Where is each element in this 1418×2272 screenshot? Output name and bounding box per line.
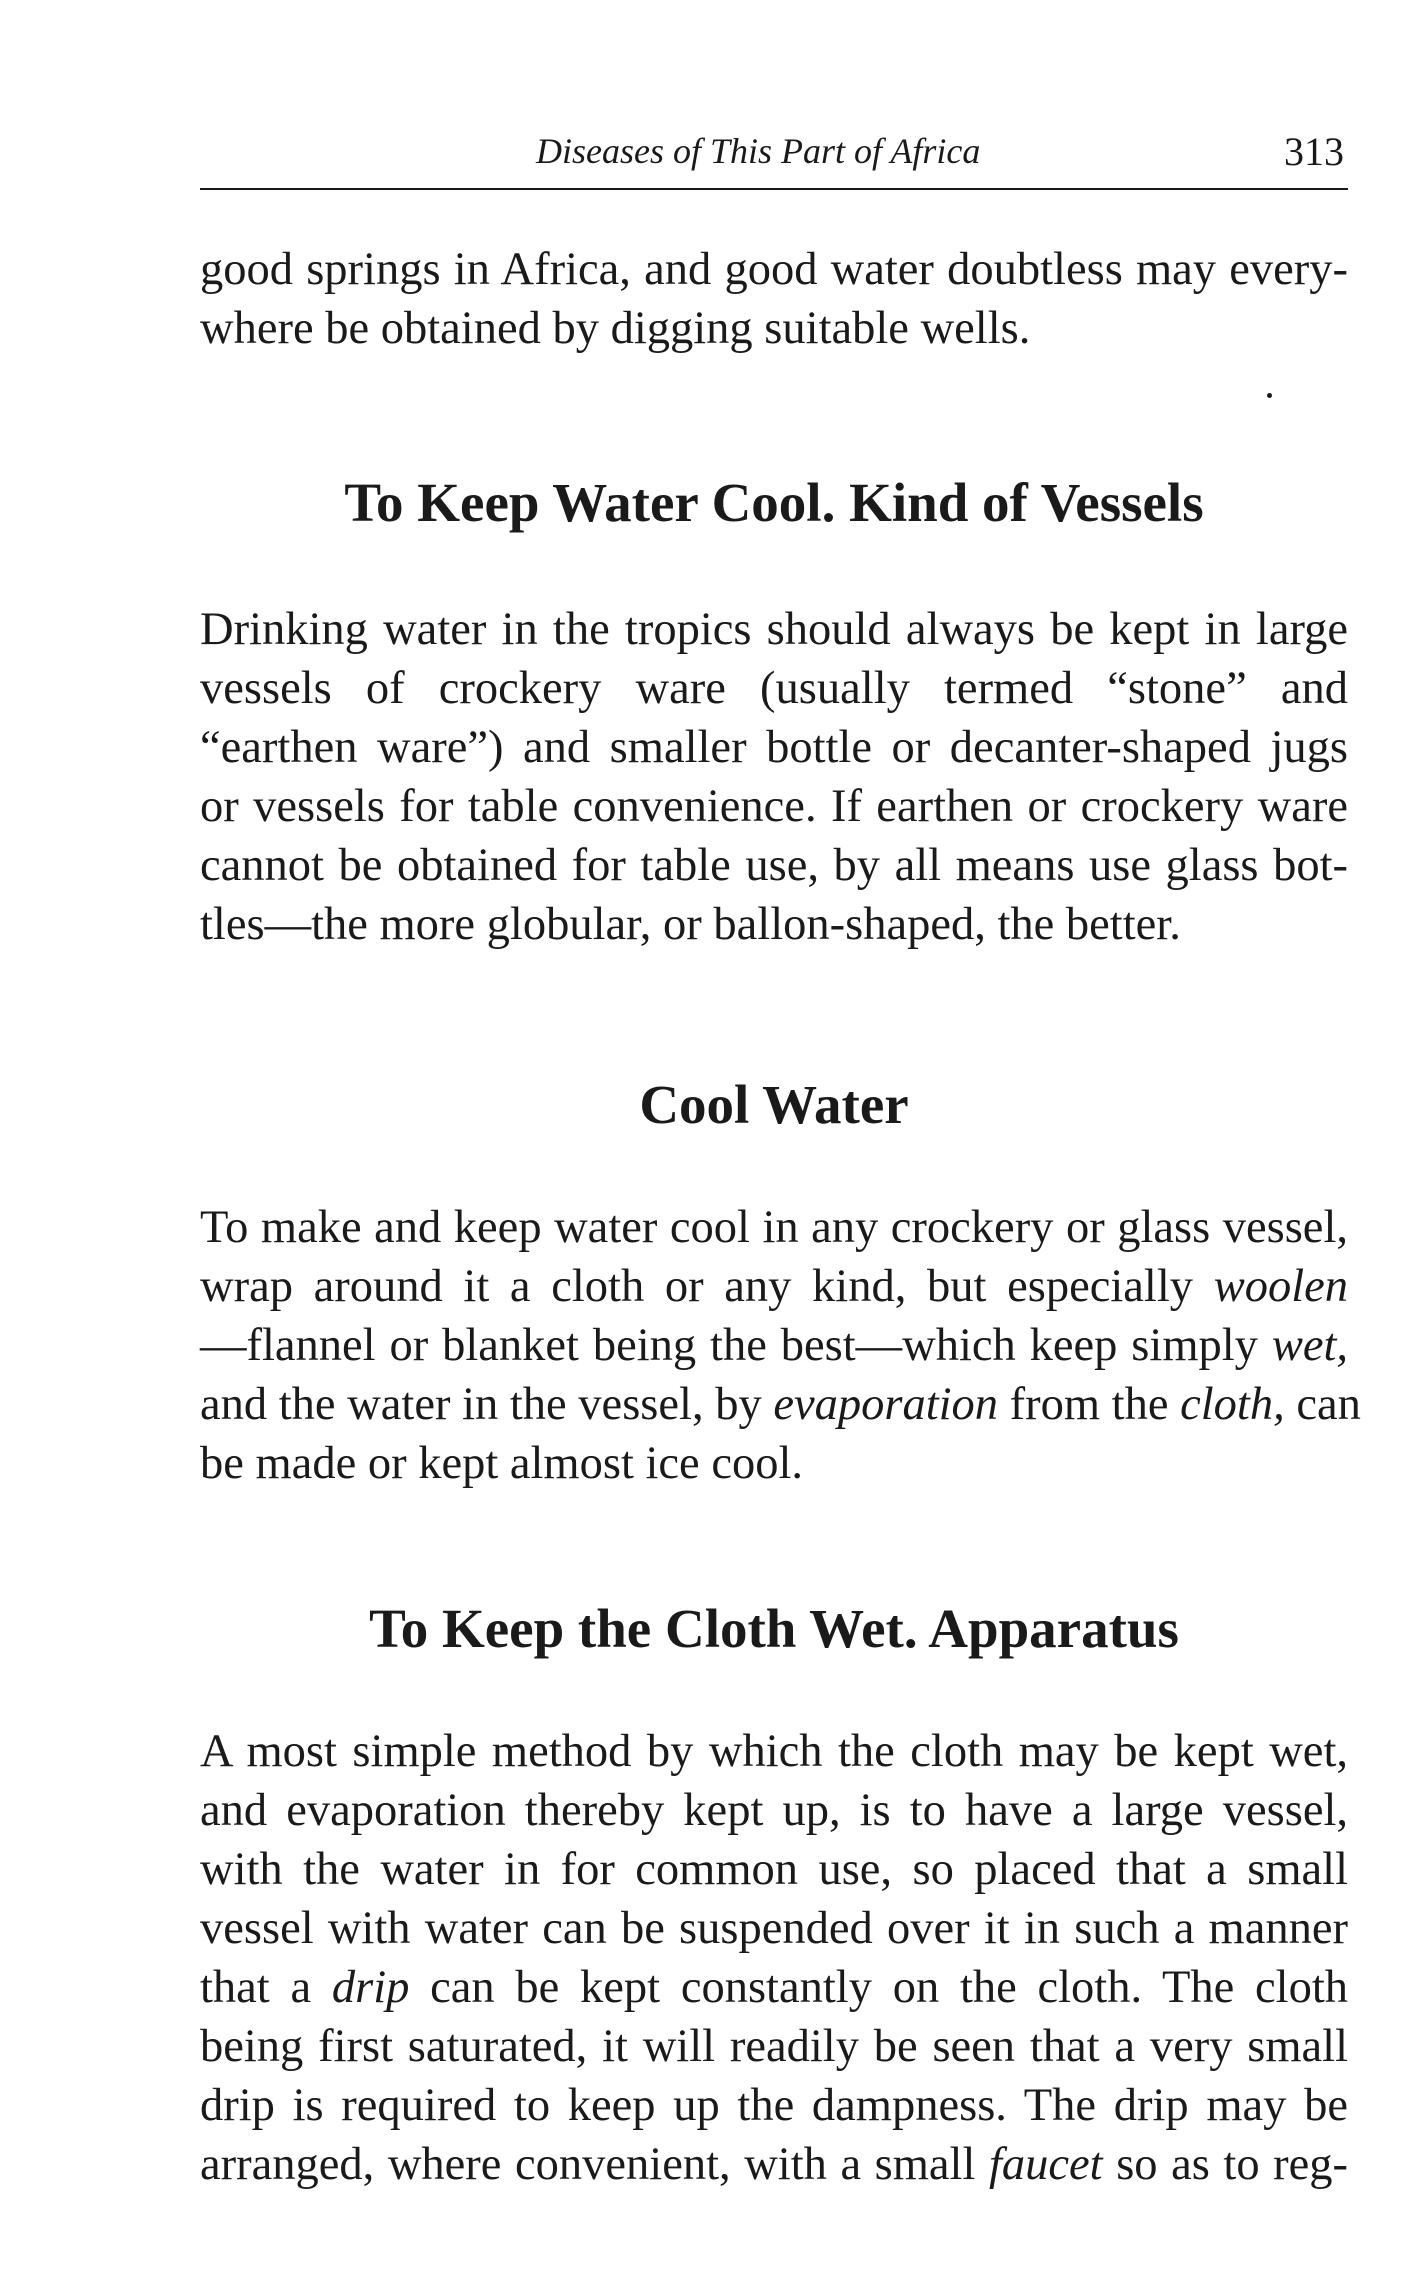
italic-word: faucet — [988, 2139, 1103, 2190]
text-line — [200, 1257, 1348, 1316]
italic-word: drip — [331, 1962, 410, 2013]
text-line: vessels of crockery ware (usually termed “stone” and — [200, 663, 1348, 714]
italic-word: woolen — [1213, 1261, 1349, 1312]
paragraph-cool-water — [200, 1198, 1361, 1493]
text-segment: wrap around it a cloth or any kind, but especially — [200, 1261, 1194, 1312]
text-line — [200, 2135, 1348, 2194]
text-line: good springs in Africa, and good water doubtless may every- — [200, 244, 1348, 295]
text-segment: arranged, where convenient, with a small — [200, 2139, 976, 2190]
stray-dot — [1267, 393, 1272, 398]
italic-word: evaporation — [773, 1379, 999, 1430]
text-line: and evaporation thereby kept up, is to have a large vessel, — [200, 1785, 1348, 1836]
text-line — [200, 1375, 1361, 1434]
text-line — [200, 1316, 1348, 1375]
text-line: “earthen ware”) and smaller bottle or decanter-shaped jugs — [200, 722, 1348, 773]
italic-word: cloth, — [1180, 1379, 1285, 1430]
text-segment: from the — [1009, 1379, 1169, 1430]
text-segment: can be kept constantly on the cloth. The cloth — [430, 1962, 1349, 2013]
text-segment: —flannel or blanket being the best—which keep simply — [200, 1320, 1258, 1371]
text-segment: and the water in the vessel, by — [200, 1379, 762, 1430]
text-line: with the water in for common use, so placed that a small — [200, 1844, 1348, 1895]
heading-kind-of-vessels: To Keep Water Cool. Kind of Vessels — [344, 472, 1204, 533]
text-line: be made or kept almost ice cool. — [200, 1438, 804, 1489]
paragraph-apparatus — [200, 1722, 1348, 2194]
text-line: Drinking water in the tropics should always be kept in large — [200, 604, 1348, 655]
paragraph-drinking-water — [200, 600, 1348, 954]
text-line: being first saturated, it will readily be seen that a very small — [200, 2021, 1348, 2072]
text-line: A most simple method by which the cloth may be kept wet, — [200, 1726, 1348, 1777]
text-line: where be obtained by digging suitable wells. — [200, 303, 1031, 354]
text-line: or vessels for table convenience. If earthen or crockery ware — [200, 781, 1348, 832]
paragraph-intro — [200, 240, 1348, 358]
text-line: cannot be obtained for table use, by all means use glass bot- — [200, 840, 1348, 891]
text-line: drip is required to keep up the dampness. The drip may be — [200, 2080, 1348, 2131]
text-line — [200, 1958, 1348, 2017]
text-segment: can — [1296, 1379, 1361, 1430]
page-number: 313 — [1284, 129, 1344, 174]
text-segment: so as to reg- — [1116, 2139, 1349, 2190]
text-line: tles—the more globular, or ballon-shaped, the better. — [200, 899, 1181, 950]
running-head — [200, 128, 1348, 190]
text-line: vessel with water can be suspended over it in such a manner — [200, 1903, 1348, 1954]
text-segment: that a — [200, 1962, 312, 2013]
text-line: To make and keep water cool in any crockery or glass vessel, — [200, 1202, 1348, 1253]
heading-apparatus: To Keep the Cloth Wet. Apparatus — [369, 1598, 1179, 1659]
heading-cool-water: Cool Water — [639, 1074, 909, 1135]
running-title: Diseases of This Part of Africa — [536, 131, 981, 171]
italic-word: wet, — [1271, 1320, 1349, 1371]
